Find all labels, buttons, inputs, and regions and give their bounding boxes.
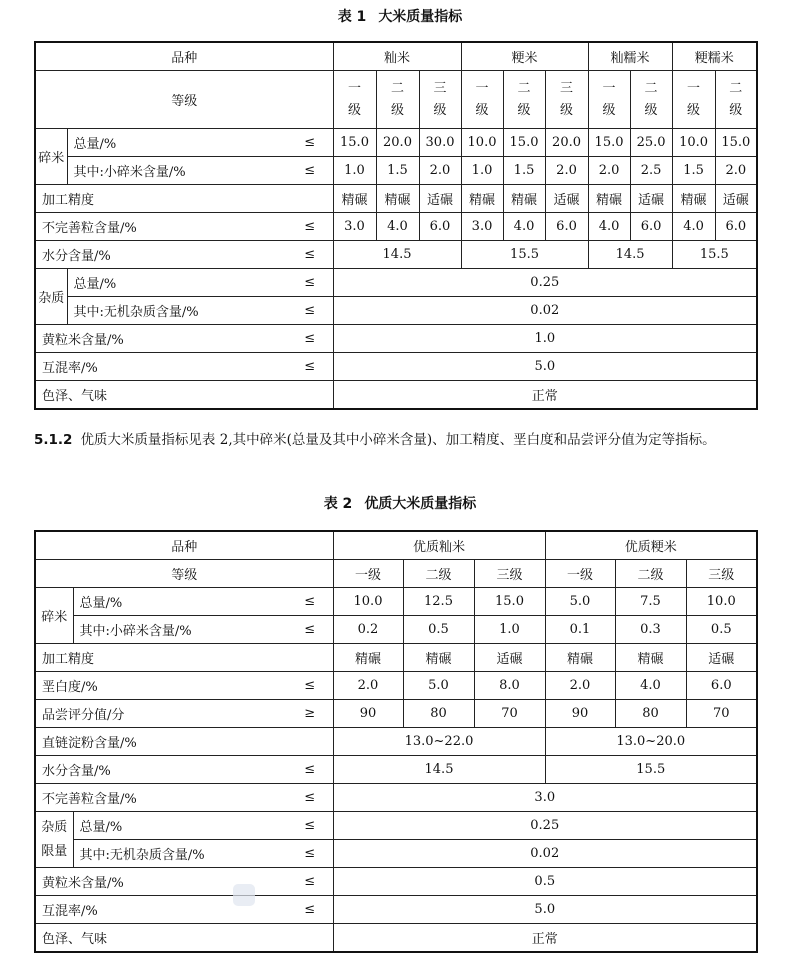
grade-cell: 一级 — [333, 560, 403, 588]
ge-symbol: ≥ — [287, 700, 333, 728]
le-symbol: ≤ — [287, 616, 333, 644]
value-cell: 20.0 — [545, 129, 588, 157]
value-cell: 15.0 — [503, 129, 545, 157]
section-paragraph — [34, 428, 764, 453]
moisture-label: 水分含量/% — [35, 756, 287, 784]
variety-japonica-glutinous: 粳糯米 — [672, 42, 757, 71]
table1-number: 表 1 — [337, 9, 367, 25]
value-cell: 7.5 — [615, 588, 686, 616]
value-cell: 0.2 — [333, 616, 403, 644]
le-symbol: ≤ — [287, 213, 333, 241]
value-cell: 4.0 — [588, 213, 630, 241]
value-cell: 10.0 — [686, 588, 757, 616]
value-cell: 0.25 — [333, 812, 757, 840]
grade-cell: 三级 — [686, 560, 757, 588]
value-cell: 4.0 — [672, 213, 715, 241]
value-cell: 15.0 — [333, 129, 376, 157]
grade-cell: 二级 — [403, 560, 474, 588]
value-cell: 适碾 — [474, 644, 545, 672]
value-cell: 0.02 — [333, 297, 757, 325]
grade-cell: 二 级 — [503, 71, 545, 129]
imperfect-label: 不完善粒含量/% — [35, 213, 287, 241]
grade-cell: 二 级 — [630, 71, 672, 129]
le-symbol: ≤ — [287, 297, 333, 325]
value-cell: 正常 — [333, 924, 757, 953]
value-cell: 2.0 — [333, 672, 403, 700]
grade-cell: 二 级 — [376, 71, 419, 129]
table2-title-text: 优质大米质量指标 — [364, 496, 477, 512]
value-cell: 2.0 — [715, 157, 757, 185]
value-cell: 4.0 — [615, 672, 686, 700]
value-cell: 3.0 — [333, 213, 376, 241]
value-cell: 15.0 — [474, 588, 545, 616]
value-cell: 6.0 — [630, 213, 672, 241]
value-cell: 13.0~22.0 — [333, 728, 545, 756]
grade-cell: 二 级 — [715, 71, 757, 129]
value-cell: 正常 — [333, 381, 757, 410]
impurity-total-label: 总量/% — [67, 269, 287, 297]
value-cell: 适碾 — [686, 644, 757, 672]
broken-rice-category: 碎米 — [35, 588, 73, 644]
value-cell: 0.1 — [545, 616, 615, 644]
value-cell: 0.02 — [333, 840, 757, 868]
value-cell: 3.0 — [333, 784, 757, 812]
broken-rice-category: 碎米 — [35, 129, 67, 185]
le-symbol: ≤ — [287, 784, 333, 812]
watermark-icon — [233, 884, 255, 906]
yellow-label: 黄粒米含量/% — [35, 868, 287, 896]
value-cell: 10.0 — [672, 129, 715, 157]
grade-cell: 一 级 — [672, 71, 715, 129]
value-cell: 14.5 — [333, 756, 545, 784]
value-cell: 80 — [615, 700, 686, 728]
value-cell: 5.0 — [545, 588, 615, 616]
value-cell: 1.0 — [333, 325, 757, 353]
value-cell: 适碾 — [630, 185, 672, 213]
value-cell: 3.0 — [461, 213, 503, 241]
value-cell: 15.5 — [461, 241, 588, 269]
value-cell: 12.5 — [403, 588, 474, 616]
grade-header: 等级 — [35, 560, 333, 588]
le-symbol: ≤ — [287, 840, 333, 868]
value-cell: 4.0 — [376, 213, 419, 241]
value-cell: 10.0 — [461, 129, 503, 157]
le-symbol: ≤ — [287, 896, 333, 924]
value-cell: 15.0 — [715, 129, 757, 157]
value-cell: 精碾 — [333, 644, 403, 672]
mix-label: 互混率/% — [35, 353, 287, 381]
le-symbol: ≤ — [287, 241, 333, 269]
value-cell: 14.5 — [333, 241, 461, 269]
le-symbol: ≤ — [287, 812, 333, 840]
value-cell: 90 — [545, 700, 615, 728]
grade-cell: 三 级 — [419, 71, 461, 129]
le-symbol: ≤ — [287, 353, 333, 381]
rice-quality-table — [34, 41, 758, 410]
impurity-category-line2: 限量 — [41, 843, 68, 859]
impurity-inorganic-label: 其中:无机杂质含量/% — [67, 297, 287, 325]
le-symbol: ≤ — [287, 756, 333, 784]
value-cell: 1.5 — [376, 157, 419, 185]
value-cell: 15.0 — [588, 129, 630, 157]
value-cell: 1.0 — [333, 157, 376, 185]
le-symbol: ≤ — [287, 868, 333, 896]
imperfect-label: 不完善粒含量/% — [35, 784, 287, 812]
broken-total-label: 总量/% — [73, 588, 287, 616]
value-cell: 0.3 — [615, 616, 686, 644]
value-cell: 2.0 — [588, 157, 630, 185]
le-symbol: ≤ — [287, 588, 333, 616]
value-cell: 精碾 — [615, 644, 686, 672]
value-cell: 20.0 — [376, 129, 419, 157]
value-cell: 0.5 — [686, 616, 757, 644]
table2-number: 表 2 — [323, 496, 353, 512]
variety-indica-glutinous: 籼糯米 — [588, 42, 672, 71]
precision-label: 加工精度 — [35, 644, 333, 672]
value-cell: 适碾 — [545, 185, 588, 213]
impurity-category-line1: 杂质 — [41, 819, 68, 835]
value-cell: 4.0 — [503, 213, 545, 241]
le-symbol: ≤ — [287, 129, 333, 157]
variety-header: 品种 — [35, 531, 333, 560]
value-cell: 6.0 — [715, 213, 757, 241]
value-cell: 2.5 — [630, 157, 672, 185]
le-symbol: ≤ — [287, 269, 333, 297]
variety-header: 品种 — [35, 42, 333, 71]
section-text: 优质大米质量指标见表 2,其中碎米(总量及其中小碎米含量)、加工精度、垩白度和品尝评分值为定等指标。 — [80, 432, 716, 448]
value-cell: 70 — [686, 700, 757, 728]
le-symbol: ≤ — [287, 325, 333, 353]
mix-label: 互混率/% — [35, 896, 287, 924]
value-cell: 1.0 — [461, 157, 503, 185]
value-cell: 1.5 — [672, 157, 715, 185]
premium-rice-quality-table — [34, 530, 758, 953]
grade-cell: 三级 — [474, 560, 545, 588]
value-cell: 适碾 — [715, 185, 757, 213]
impurity-total-label: 总量/% — [73, 812, 287, 840]
value-cell: 90 — [333, 700, 403, 728]
section-number: 5.1.2 — [34, 432, 73, 448]
grade-cell: 一 级 — [588, 71, 630, 129]
grade-cell: 二级 — [615, 560, 686, 588]
chalkiness-label: 垩白度/% — [35, 672, 287, 700]
value-cell: 14.5 — [588, 241, 672, 269]
value-cell: 精碾 — [376, 185, 419, 213]
value-cell: 精碾 — [545, 644, 615, 672]
impurity-category: 杂质 — [35, 269, 67, 325]
value-cell: 适碾 — [419, 185, 461, 213]
value-cell: 5.0 — [403, 672, 474, 700]
moisture-label: 水分含量/% — [35, 241, 287, 269]
value-cell: 13.0~20.0 — [545, 728, 757, 756]
value-cell: 6.0 — [545, 213, 588, 241]
table2-title — [0, 493, 800, 513]
variety-premium-indica: 优质籼米 — [333, 531, 545, 560]
precision-label: 加工精度 — [35, 185, 333, 213]
color-odor-label: 色泽、气味 — [35, 924, 333, 953]
table1-title — [0, 6, 800, 26]
variety-indica: 籼米 — [333, 42, 461, 71]
variety-premium-japonica: 优质粳米 — [545, 531, 757, 560]
value-cell: 80 — [403, 700, 474, 728]
value-cell: 精碾 — [461, 185, 503, 213]
grade-header: 等级 — [35, 71, 333, 129]
value-cell: 6.0 — [419, 213, 461, 241]
grade-cell: 一级 — [545, 560, 615, 588]
variety-japonica: 粳米 — [461, 42, 588, 71]
value-cell: 0.5 — [333, 868, 757, 896]
broken-small-label: 其中:小碎米含量/% — [73, 616, 287, 644]
grade-cell: 一 级 — [461, 71, 503, 129]
value-cell: 0.5 — [403, 616, 474, 644]
value-cell: 2.0 — [545, 672, 615, 700]
value-cell: 精碾 — [672, 185, 715, 213]
grade-cell: 三 级 — [545, 71, 588, 129]
taste-score-label: 品尝评分值/分 — [35, 700, 287, 728]
value-cell: 15.5 — [545, 756, 757, 784]
impurity-limit-category — [35, 812, 73, 868]
le-symbol: ≤ — [287, 157, 333, 185]
broken-small-label: 其中:小碎米含量/% — [67, 157, 287, 185]
broken-total-label: 总量/% — [67, 129, 287, 157]
value-cell: 5.0 — [333, 353, 757, 381]
value-cell: 10.0 — [333, 588, 403, 616]
value-cell: 精碾 — [333, 185, 376, 213]
value-cell: 25.0 — [630, 129, 672, 157]
value-cell: 精碾 — [403, 644, 474, 672]
value-cell: 15.5 — [672, 241, 757, 269]
color-odor-label: 色泽、气味 — [35, 381, 333, 410]
value-cell: 70 — [474, 700, 545, 728]
value-cell: 0.25 — [333, 269, 757, 297]
value-cell: 精碾 — [588, 185, 630, 213]
value-cell: 30.0 — [419, 129, 461, 157]
value-cell: 2.0 — [419, 157, 461, 185]
yellow-label: 黄粒米含量/% — [35, 325, 287, 353]
value-cell: 5.0 — [333, 896, 757, 924]
amylose-label: 直链淀粉含量/% — [35, 728, 333, 756]
value-cell: 2.0 — [545, 157, 588, 185]
value-cell: 1.0 — [474, 616, 545, 644]
le-symbol: ≤ — [287, 672, 333, 700]
value-cell: 6.0 — [686, 672, 757, 700]
value-cell: 精碾 — [503, 185, 545, 213]
grade-cell: 一 级 — [333, 71, 376, 129]
table1-title-text: 大米质量指标 — [378, 9, 463, 25]
value-cell: 1.5 — [503, 157, 545, 185]
value-cell: 8.0 — [474, 672, 545, 700]
impurity-inorganic-label: 其中:无机杂质含量/% — [73, 840, 287, 868]
